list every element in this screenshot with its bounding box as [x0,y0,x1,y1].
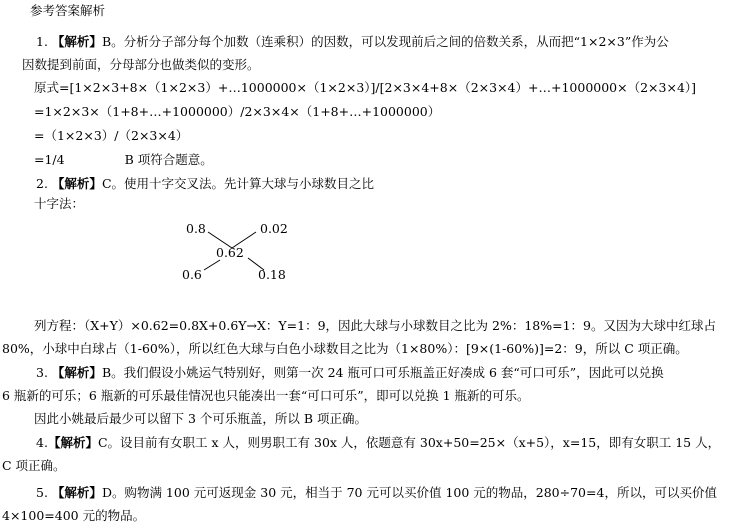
q1-result: =1/4 [34,152,65,167]
q1-line-2: 因数提到前面，分母部分也做类似的变形。 [22,57,260,72]
page-title: 参考答案解析 [30,3,106,18]
q1-line-6 [34,152,213,168]
cross-bottom-left: 0.6 [182,267,202,282]
q4-text-1: C。设目前有女职工 x 人，则男职工有 30x 人，依题意有 30x+50=25×（x+5），x=15，即有女职工 15 人， [97,435,721,450]
q5-line-1 [36,485,717,501]
q2-line-1 [36,176,374,192]
q1-line-3: 原式=[1×2×3+8×（1×2×3）+…1000000×（1×2×3）]/[2×3×4+8×（2×3×4）+…+1000000×（2×3×4）] [34,80,697,95]
q3-line-2: 6 瓶新的可乐；6 瓶新的可乐最佳情况也只能凑出一套“可口可乐”，即可以兑换 1 瓶新的可乐。 [2,388,530,403]
cross-top-left: 0.8 [186,221,206,236]
q4-number: 4. [36,435,48,450]
q1-tag: 【解析】 [51,34,102,49]
q3-number: 3. [36,365,48,380]
q2-tag: 【解析】 [51,176,102,191]
cross-bottom-right: 0.18 [258,267,286,282]
q4-line-1 [36,435,720,451]
q5-tag: 【解析】 [51,485,102,500]
q3-tag: 【解析】 [51,365,102,380]
cross-line-bl [204,260,220,270]
cross-top-right: 0.02 [260,221,288,236]
q4-tag: 【解析】 [47,435,98,450]
q2-line-2: 十字法： [34,196,85,211]
q1-number: 1. [36,34,48,49]
q1-line-5: =（1×2×3）/（2×3×4） [34,128,189,143]
q5-text-1: D。购物满 100 元可返现金 30 元，相当于 70 元可以买价值 100 元的物品，280÷70=4，所以，可以买价值 [101,485,717,500]
q1-text-1: B。分析分子部分每个加数（连乘积）的因数，可以发现前后之间的倍数关系，从而把“1×2×3”作为公 [101,34,669,49]
q4-line-2: C 项正确。 [2,458,66,473]
q2-line-4: 80%，小球中白球占（1-60%），所以红色大球与白色小球数目之比为（1×80%）：[9×(1-60%)]=2：9，所以 C 项正确。 [2,341,688,356]
q1-line-1 [36,34,669,50]
q3-text-1: B。我们假设小姚运气特别好，则第一次 24 瓶可口可乐瓶盖正好凑成 6 套“可口可乐”，因此可以兑换 [101,365,664,380]
q3-line-3: 因此小姚最后最少可以留下 3 个可乐瓶盖，所以 B 项正确。 [34,411,368,426]
q5-line-2: 4×100=400 元的物品。 [2,508,146,523]
q5-number: 5. [36,485,48,500]
q1-conclusion: B 项符合题意。 [124,152,213,167]
q2-text-1: C。使用十字交叉法。先计算大球与小球数目之比 [101,176,375,191]
cross-method-diagram [170,218,300,288]
q1-line-4: =1×2×3×（1+8+…+1000000）/2×3×4×（1+8+…+1000000） [34,104,441,119]
q2-number: 2. [36,176,48,191]
q2-line-3: 列方程：（X+Y）×0.62=0.8X+0.6Y→X：Y=1：9，因此大球与小球数目之比为 2%：18%=1：9。又因为大球中红球占 [34,318,717,333]
q3-line-1 [36,365,664,381]
cross-center: 0.62 [216,245,244,260]
